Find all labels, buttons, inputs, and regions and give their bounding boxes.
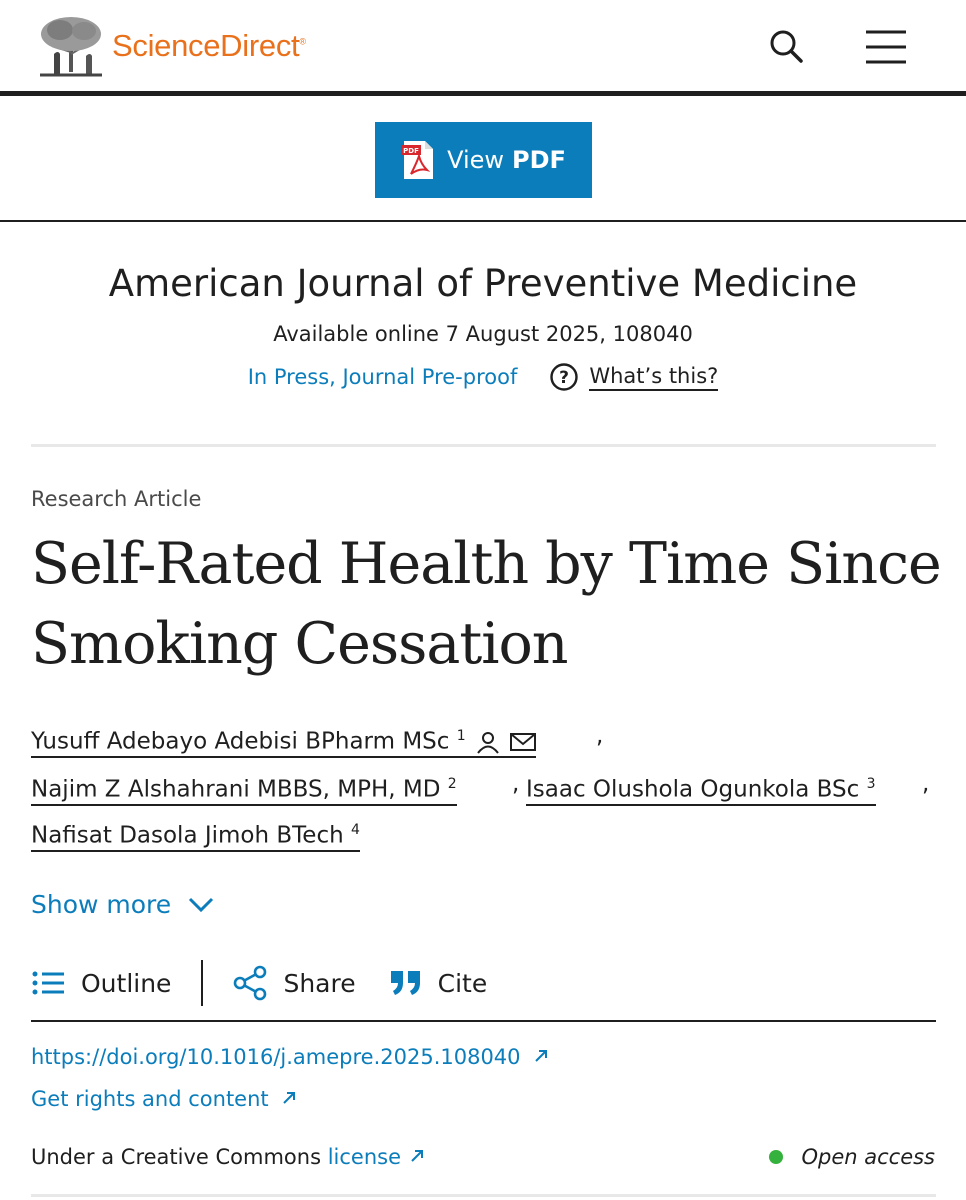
divider bbox=[31, 444, 936, 447]
external-link-arrow-icon bbox=[281, 1090, 297, 1106]
author-separator: , bbox=[596, 723, 604, 749]
envelope-icon bbox=[510, 732, 536, 752]
external-link-arrow-icon bbox=[533, 1048, 549, 1064]
license-statement bbox=[31, 1145, 425, 1169]
person-icon bbox=[476, 730, 500, 754]
open-access-badge bbox=[769, 1145, 935, 1169]
brand-name: ScienceDirect® bbox=[112, 28, 306, 63]
author-link[interactable]: Nafisat Dasola Jimoh BTech $^4$ bbox=[31, 816, 360, 852]
search-icon[interactable] bbox=[768, 28, 804, 64]
view-pdf-label: View bbox=[447, 146, 505, 174]
share-icon bbox=[233, 965, 267, 1001]
view-pdf-button[interactable] bbox=[375, 122, 592, 198]
whats-this-link[interactable]: What’s this? bbox=[589, 363, 718, 391]
svg-text:?: ? bbox=[559, 368, 570, 388]
article-title: Self-Rated Health by Time Since Smoking Cessation bbox=[31, 531, 941, 677]
license-prefix: Under a Creative Commons bbox=[31, 1145, 322, 1169]
external-link-arrow-icon bbox=[409, 1148, 425, 1164]
elsevier-tree-icon bbox=[36, 14, 106, 78]
license-link[interactable]: license bbox=[328, 1145, 425, 1169]
registered-mark: ® bbox=[299, 36, 306, 47]
author-separator: , bbox=[922, 771, 930, 797]
article-type: Research Article bbox=[31, 487, 202, 511]
outline-label: Outline bbox=[81, 968, 172, 998]
quote-icon bbox=[390, 970, 422, 996]
menu-icon[interactable] bbox=[864, 28, 908, 66]
availability-date: Available online 7 August 2025, 108040 bbox=[273, 322, 693, 346]
question-circle-icon[interactable] bbox=[549, 362, 579, 392]
divider bbox=[31, 1194, 936, 1197]
show-more-label: Show more bbox=[31, 890, 172, 919]
view-pdf-bold: PDF bbox=[512, 146, 566, 174]
sciencedirect-logo[interactable] bbox=[36, 14, 306, 78]
pdf-file-icon bbox=[401, 140, 435, 180]
site-header bbox=[0, 0, 966, 96]
press-status-row bbox=[0, 362, 966, 392]
share-label: Share bbox=[283, 968, 356, 998]
author-separator: , bbox=[512, 771, 520, 797]
in-press-link[interactable]: In Press, Journal Pre-proof bbox=[247, 365, 518, 389]
journal-name[interactable]: American Journal of Preventive Medicine bbox=[108, 262, 858, 305]
open-access-dot-icon bbox=[769, 1150, 783, 1164]
divider bbox=[31, 1020, 936, 1022]
outline-button[interactable] bbox=[31, 969, 171, 998]
pdf-icon-label: PDF bbox=[403, 147, 419, 155]
author-link[interactable]: Isaac Olushola Ogunkola BSc $^3$ bbox=[526, 770, 876, 806]
list-icon bbox=[31, 969, 65, 997]
action-divider bbox=[201, 960, 203, 1006]
cite-label: Cite bbox=[437, 968, 488, 998]
cite-button[interactable] bbox=[390, 969, 488, 998]
show-more-button[interactable] bbox=[31, 890, 215, 919]
get-rights-link[interactable]: Get rights and content bbox=[31, 1087, 297, 1111]
doi-link[interactable]: https://doi.org/10.1016/j.amepre.2025.108040 bbox=[31, 1045, 549, 1069]
article-actions bbox=[31, 958, 487, 1008]
share-button[interactable] bbox=[233, 965, 355, 1001]
pdf-band bbox=[0, 96, 966, 222]
open-access-label: Open access bbox=[801, 1145, 935, 1169]
author-link[interactable]: Najim Z Alshahrani MBBS, MPH, MD $^2$ bbox=[31, 770, 457, 806]
author-link[interactable]: Yusuff Adebayo Adebisi BPharm MSc $^1$ bbox=[31, 722, 536, 758]
chevron-down-icon bbox=[187, 896, 215, 914]
